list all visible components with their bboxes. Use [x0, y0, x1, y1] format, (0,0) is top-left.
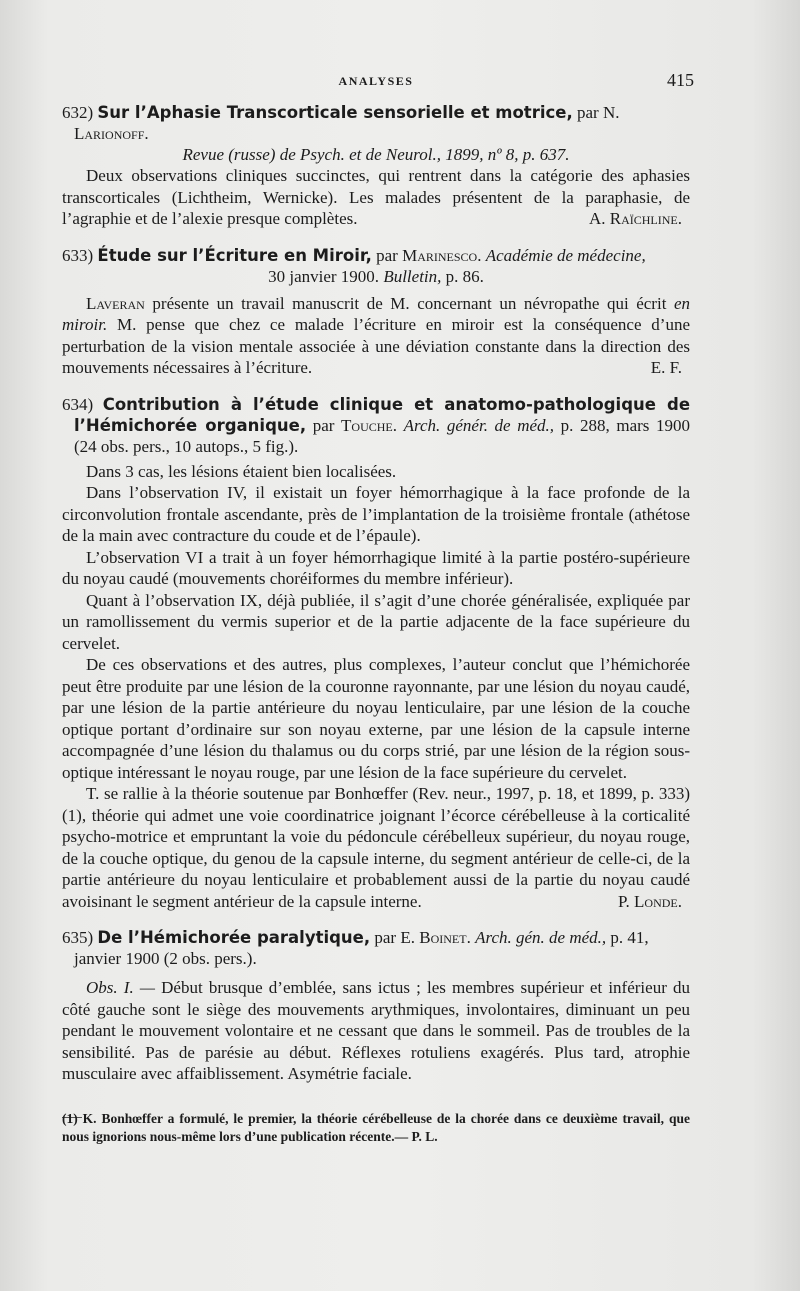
entry-signature: A. Raïchline. — [588, 209, 682, 228]
entry-paragraph: Quant à l’observation IX, déjà publiée, il s’agit d’une chorée généralisée, expliquée par un ramollissement du vermis superior et de la partie adjacente de la face supérieure du cervelet. — [62, 590, 690, 653]
page-number: 415 — [667, 70, 694, 90]
running-head: ANALYSES — [338, 74, 414, 88]
paragraph-text: Deux observations cliniques succinctes, qui rentrent dans la catégorie des aphasies transcorticales (Lichtheim, Wernicke). Les malades présentent de la paraphasie, de l’agraphie et de l’alexie presque complètes. — [62, 166, 690, 228]
entry-signature: E. F. — [650, 358, 682, 377]
footnote: (1) K. Bonhœffer a formulé, le premier, la théorie cérébelleuse de la chorée dans ce deuxième travail, que nous ignorions nous-même lors d’une publication récente.— P. L. — [62, 1111, 690, 1144]
entry-number: 632) — [62, 103, 94, 122]
entry-633 — [62, 245, 690, 379]
entry-number: 635) — [62, 928, 94, 947]
entry-title: Sur l’Aphasie Transcorticale sensorielle et motrice, — [97, 103, 573, 122]
entry-paragraph — [62, 783, 690, 912]
entry-by: par — [374, 928, 397, 947]
entry-number: 634) — [62, 394, 94, 414]
entry-by: par — [312, 415, 335, 435]
entry-paragraph — [62, 293, 690, 379]
entry-635 — [62, 927, 690, 1085]
entry-author: Touche. — [341, 415, 397, 435]
paragraph-text: Début brusque d’emblée, sans ictus ; les membres supérieur et inférieur du côté gauche sont le siège des mouvements arythmiques, involontaires, diminuant un peu pendant le mouvement volontaire et ne cessant que dans le sommeil. Pas de troubles de la sensibilité. Pas de parésie au début. Réflexes rotuliens exagérés. Plus tard, atrophie musculaire avec affaiblissement. Asymétrie faciale. — [62, 978, 691, 1083]
entry-journal: Arch. génér. de méd., — [403, 415, 555, 435]
entry-by: par — [576, 103, 599, 122]
paragraph-text: présente un travail manuscrit de M. concernant un névropathe qui écrit — [152, 293, 667, 313]
entry-title: Contribution à l’étude clinique et anatomo-pathologique de l’Hémichorée organique, — [74, 394, 691, 435]
observation-label: Obs. I. — — [86, 978, 155, 997]
entry-signature: P. Londe. — [617, 891, 682, 911]
paragraph-text: T. se rallie à la théorie soutenue par Bonhœffer (Rev. neur., 1997, p. 18, et 1899, p. 333) (1), théorie qui admet une voie coordinatrice joignant l’écorce cérébelleuse à la corticalité psycho-motrice et empruntant la voie du pédoncule cérébelleux supérieur, du noyau rouge, de la couche optique, du genou de la capsule interne, du segment antérieur de celle-ci, de la partie antérieure du noyau lenticulaire et probablement aussi de la partie du noyau caudé avoisinant le segment antérieur de la capsule interne. — [62, 784, 690, 911]
entry-journal: Arch. gén. de méd., — [475, 928, 607, 947]
entry-author: N. Larionoff. — [74, 103, 620, 143]
entry-heading — [62, 245, 690, 266]
entry-paragraph: De ces observations et des autres, plus complexes, l’auteur conclut que l’hémichorée peut être produite par une lésion de la couronne rayonnante, par une lésion du noyau caudé, par une lésion de la partie antérieure du noyau lenticulaire, par une lésion de la couche optique portant d’ordinaire sur son noyau externe, par une lésion de la capsule interne accompagnée d’une lésion du thalamus ou du corps strié, par une lésion de la région sous-optique intéressant le noyau rouge, par une lésion de la face supérieure du cervelet. — [62, 655, 690, 782]
ref-date: 30 janvier 1900. — [268, 266, 380, 286]
paragraph-italic: en miroir. — [62, 293, 691, 334]
entry-heading — [62, 394, 690, 457]
entry-title: Étude sur l’Écriture en Miroir, — [97, 245, 372, 265]
entry-by: par — [376, 245, 398, 265]
entry-reference: p. 288, mars 1900 (24 obs. pers., 10 autops., 5 fig.). — [74, 415, 691, 456]
paragraph-author: Laveran — [86, 293, 145, 313]
entry-paragraph: Dans l’observation IV, il existait un foyer hémorrhagique à la face profonde de la circonvolution frontale ascendante, près de l’implantation de la troisième frontale (athétose de la main avec contracture du coude et de l’épaule). — [62, 483, 690, 545]
paragraph-text: M. pense que chez ce malade l’écriture en miroir est la conséquence d’une perturbation de la vision mentale associée à une déviation constante dans la direction des mouvements nécessaires à l’écriture. — [62, 315, 690, 377]
ref-journal: Bulletin, — [383, 266, 442, 286]
entry-632 — [62, 102, 690, 230]
page-header — [62, 70, 694, 96]
entry-paragraph: Dans 3 cas, les lésions étaient bien localisées. — [86, 461, 397, 481]
entry-634 — [62, 394, 690, 913]
entry-journal: Académie de médecine, — [485, 245, 646, 265]
entry-heading — [62, 102, 690, 144]
entry-number: 633) — [62, 245, 94, 265]
page-content — [62, 70, 694, 1085]
entry-paragraph — [62, 165, 690, 230]
entry-reference: Revue (russe) de Psych. et de Neurol., 1899, nº 8, p. 637. — [182, 145, 570, 164]
ref-page: p. 86. — [445, 266, 484, 286]
entry-reference — [62, 266, 690, 287]
entry-reference: p. 41, janvier 1900 (2 obs. pers.). — [74, 928, 649, 968]
entry-heading — [62, 927, 690, 969]
entry-author: Marinesco. — [402, 245, 482, 265]
entry-author: E. Boinet. — [400, 928, 471, 947]
entry-title: De l’Hémichorée paralytique, — [97, 928, 371, 947]
entry-paragraph — [62, 977, 690, 1085]
entry-paragraph: L’observation VI a trait à un foyer hémorrhagique limité à la partie postéro-supérieure du noyau caudé (mouvements choréiformes du membre inférieur). — [62, 547, 690, 588]
